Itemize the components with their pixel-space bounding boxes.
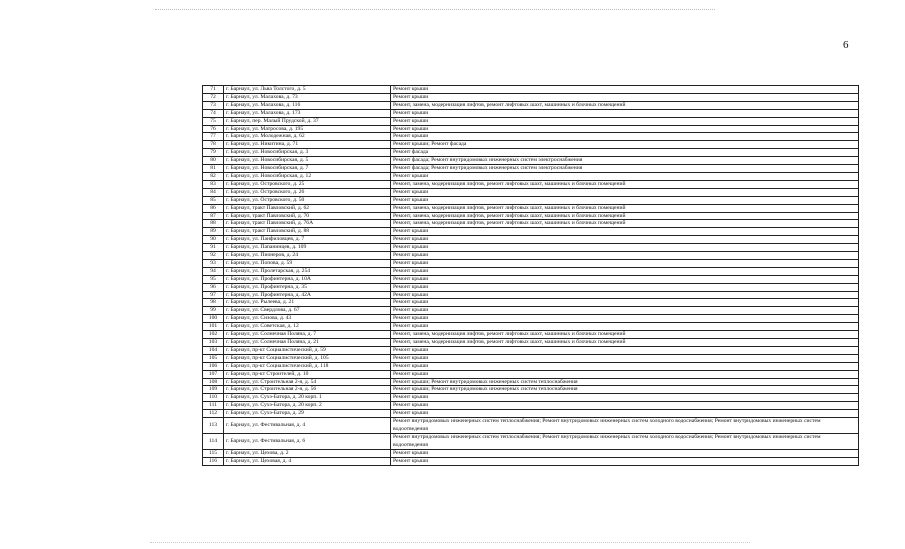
row-number-cell: 74 (203, 109, 224, 117)
address-cell: г. Барнаул, ул. Цеховая, д. 4 (224, 457, 391, 465)
table-row (203, 267, 859, 275)
address-cell: г. Барнаул, ул. Фестивальная, д. 4 (224, 418, 391, 434)
row-number-cell: 110 (203, 394, 224, 402)
row-number-cell: 78 (203, 141, 224, 149)
row-number-cell: 106 (203, 362, 224, 370)
work-type-cell: Ремонт крыши; Ремонт внутридомовых инженерных систем теплоснабжения (391, 378, 859, 386)
table-row (203, 370, 859, 378)
row-number-cell: 73 (203, 101, 224, 109)
row-number-cell: 105 (203, 354, 224, 362)
work-type-cell: Ремонт фасада; Ремонт внутридомовых инженерных систем электроснабжения (391, 165, 859, 173)
work-type-cell: Ремонт крыши (391, 354, 859, 362)
address-cell: г. Барнаул, ул. Солнечная Поляна, д. 21 (224, 339, 391, 347)
address-cell: г. Барнаул, тракт Павловский, д. 76А (224, 220, 391, 228)
address-cell: г. Барнаул, ул. Льва Толстого, д. 5 (224, 86, 391, 94)
address-cell: г. Барнаул, тракт Павловский, д. 62 (224, 204, 391, 212)
row-number-cell: 97 (203, 291, 224, 299)
work-type-cell: Ремонт крыши; Ремонт внутридомовых инженерных систем теплоснабжения (391, 386, 859, 394)
work-type-cell: Ремонт крыши (391, 93, 859, 101)
table-row (203, 172, 859, 180)
work-type-cell: Ремонт крыши (391, 133, 859, 141)
table-row (203, 457, 859, 465)
work-type-cell: Ремонт крыши (391, 450, 859, 458)
address-cell: г. Барнаул, ул. Островского, д. 26 (224, 188, 391, 196)
table-row (203, 109, 859, 117)
page-number: 6 (843, 39, 849, 51)
work-type-cell: Ремонт крыши (391, 125, 859, 133)
row-number-cell: 85 (203, 196, 224, 204)
address-cell: г. Барнаул, ул. Новосибирская, д. 7 (224, 165, 391, 173)
table-row (203, 410, 859, 418)
table-row (203, 204, 859, 212)
address-cell: г. Барнаул, пр-кт Социалистический, д. 105 (224, 354, 391, 362)
row-number-cell: 90 (203, 236, 224, 244)
table-row (203, 157, 859, 165)
table-row (203, 196, 859, 204)
row-number-cell: 113 (203, 418, 224, 434)
table-row (203, 450, 859, 458)
work-type-cell: Ремонт, замена, модернизация лифтов, ремонт лифтовых шахт, машинных и блочных помещений (391, 331, 859, 339)
address-cell: г. Барнаул, ул. Советская, д. 12 (224, 323, 391, 331)
work-type-cell: Ремонт крыши (391, 275, 859, 283)
table-row (203, 386, 859, 394)
address-cell: г. Барнаул, ул. Папанинцев, д. 109 (224, 244, 391, 252)
work-type-cell: Ремонт крыши (391, 370, 859, 378)
table-row (203, 244, 859, 252)
table-row (203, 283, 859, 291)
scan-artifact-top (155, 9, 715, 10)
address-cell: г. Барнаул, тракт Павловский, д. 88 (224, 228, 391, 236)
row-number-cell: 103 (203, 339, 224, 347)
row-number-cell: 95 (203, 275, 224, 283)
table-row (203, 259, 859, 267)
work-type-cell: Ремонт крыши (391, 252, 859, 260)
row-number-cell: 109 (203, 386, 224, 394)
work-type-cell: Ремонт крыши (391, 346, 859, 354)
address-cell: г. Барнаул, ул. Сизова, д. 43 (224, 315, 391, 323)
row-number-cell: 96 (203, 283, 224, 291)
table-row (203, 354, 859, 362)
work-type-cell: Ремонт, замена, модернизация лифтов, ремонт лифтовых шахт, машинных и блочных помещений (391, 101, 859, 109)
work-type-cell: Ремонт крыши (391, 117, 859, 125)
work-type-cell: Ремонт, замена, модернизация лифтов, ремонт лифтовых шахт, машинных и блочных помещений (391, 212, 859, 220)
address-cell: г. Барнаул, ул. Сухэ-Батора, д. 29 (224, 410, 391, 418)
address-cell: г. Барнаул, ул. Строительная 2-я, д. 54 (224, 378, 391, 386)
table-row (203, 339, 859, 347)
table-row (203, 323, 859, 331)
table-body (203, 86, 859, 466)
work-type-cell: Ремонт крыши (391, 172, 859, 180)
address-cell: г. Барнаул, ул. Новосибирская, д. 12 (224, 172, 391, 180)
address-cell: г. Барнаул, ул. Цехова, д. 2 (224, 450, 391, 458)
row-number-cell: 101 (203, 323, 224, 331)
scan-artifact-bottom (150, 542, 750, 543)
table-row (203, 299, 859, 307)
work-type-cell: Ремонт крыши (391, 188, 859, 196)
address-cell: г. Барнаул, ул. Профинтерна, д. 42А (224, 291, 391, 299)
work-type-cell: Ремонт крыши; Ремонт фасада (391, 141, 859, 149)
work-type-cell: Ремонт фасада; Ремонт внутридомовых инженерных систем электроснабжения (391, 157, 859, 165)
table-row (203, 275, 859, 283)
row-number-cell: 104 (203, 346, 224, 354)
work-type-cell: Ремонт крыши (391, 315, 859, 323)
work-type-cell: Ремонт крыши (391, 323, 859, 331)
address-cell: г. Барнаул, ул. Солнечная Поляна, д. 7 (224, 331, 391, 339)
address-cell: г. Барнаул, ул. Никитина, д. 71 (224, 141, 391, 149)
repair-registry-table (202, 85, 859, 466)
table-row (203, 228, 859, 236)
address-cell: г. Барнаул, ул. Фестивальная, д. 6 (224, 434, 391, 450)
work-type-cell: Ремонт крыши (391, 244, 859, 252)
row-number-cell: 116 (203, 457, 224, 465)
row-number-cell: 86 (203, 204, 224, 212)
work-type-cell: Ремонт крыши (391, 86, 859, 94)
row-number-cell: 99 (203, 307, 224, 315)
address-cell: г. Барнаул, ул. Сухэ-Батора, д. 20 корп. 1 (224, 394, 391, 402)
row-number-cell: 80 (203, 157, 224, 165)
address-cell: г. Барнаул, ул. Профинтерна, д. 10А (224, 275, 391, 283)
work-type-cell: Ремонт крыши (391, 109, 859, 117)
address-cell: г. Барнаул, ул. Новосибирская, д. 5 (224, 157, 391, 165)
table-row (203, 101, 859, 109)
row-number-cell: 98 (203, 299, 224, 307)
table-row (203, 315, 859, 323)
address-cell: г. Барнаул, пер. Малый Прудской, д. 37 (224, 117, 391, 125)
address-cell: г. Барнаул, тракт Павловский, д. 70 (224, 212, 391, 220)
table-row (203, 125, 859, 133)
address-cell: г. Барнаул, ул. Сухэ-Батора, д. 20 корп. 2 (224, 402, 391, 410)
table-row (203, 212, 859, 220)
row-number-cell: 93 (203, 259, 224, 267)
row-number-cell: 102 (203, 331, 224, 339)
table-row (203, 434, 859, 450)
table-row (203, 236, 859, 244)
row-number-cell: 88 (203, 220, 224, 228)
address-cell: г. Барнаул, ул. Малахова, д. 73 (224, 93, 391, 101)
table-row (203, 117, 859, 125)
work-type-cell: Ремонт крыши (391, 410, 859, 418)
address-cell: г. Барнаул, ул. Свердлова, д. 67 (224, 307, 391, 315)
work-type-cell: Ремонт внутридомовых инженерных систем теплоснабжения; Ремонт внутридомовых инженерных систем холодного водоснабжения; Ремонт внутридомовых инженерных систем водоотведения (391, 434, 859, 450)
row-number-cell: 71 (203, 86, 224, 94)
table-row (203, 165, 859, 173)
address-cell: г. Барнаул, ул. Панфиловцев, д. 7 (224, 236, 391, 244)
work-type-cell: Ремонт крыши (391, 457, 859, 465)
row-number-cell: 79 (203, 149, 224, 157)
row-number-cell: 83 (203, 180, 224, 188)
work-type-cell: Ремонт крыши (391, 299, 859, 307)
work-type-cell: Ремонт внутридомовых инженерных систем теплоснабжения; Ремонт внутридомовых инженерных систем холодного водоснабжения; Ремонт внутридомовых инженерных систем водоотведения (391, 418, 859, 434)
work-type-cell: Ремонт крыши (391, 394, 859, 402)
row-number-cell: 111 (203, 402, 224, 410)
row-number-cell: 84 (203, 188, 224, 196)
table-row (203, 86, 859, 94)
address-cell: г. Барнаул, пр-кт Строителей, д. 10 (224, 370, 391, 378)
table-row (203, 188, 859, 196)
work-type-cell: Ремонт крыши (391, 267, 859, 275)
table-row (203, 418, 859, 434)
address-cell: г. Барнаул, ул. Профинтерна, д. 35 (224, 283, 391, 291)
row-number-cell: 115 (203, 450, 224, 458)
work-type-cell: Ремонт, замена, модернизация лифтов, ремонт лифтовых шахт, машинных и блочных помещений (391, 180, 859, 188)
work-type-cell: Ремонт, замена, модернизация лифтов, ремонт лифтовых шахт, машинных и блочных помещений (391, 204, 859, 212)
row-number-cell: 94 (203, 267, 224, 275)
table-row (203, 394, 859, 402)
address-cell: г. Барнаул, ул. Строительная 2-я, д. 56 (224, 386, 391, 394)
address-cell: г. Барнаул, ул. Рылеева, д. 21 (224, 299, 391, 307)
address-cell: г. Барнаул, ул. Малахова, д. 173 (224, 109, 391, 117)
work-type-cell: Ремонт крыши (391, 196, 859, 204)
table-row (203, 93, 859, 101)
table-row (203, 346, 859, 354)
address-cell: г. Барнаул, ул. Матросова, д. 195 (224, 125, 391, 133)
row-number-cell: 92 (203, 252, 224, 260)
address-cell: г. Барнаул, ул. Пролетарская, д. 254 (224, 267, 391, 275)
row-number-cell: 81 (203, 165, 224, 173)
table-row (203, 402, 859, 410)
row-number-cell: 89 (203, 228, 224, 236)
row-number-cell: 87 (203, 212, 224, 220)
work-type-cell: Ремонт, замена, модернизация лифтов, ремонт лифтовых шахт, машинных и блочных помещений (391, 339, 859, 347)
work-type-cell: Ремонт крыши (391, 307, 859, 315)
table-row (203, 133, 859, 141)
work-type-cell: Ремонт крыши (391, 228, 859, 236)
row-number-cell: 107 (203, 370, 224, 378)
address-cell: г. Барнаул, ул. Попова, д. 59 (224, 259, 391, 267)
table-row (203, 291, 859, 299)
row-number-cell: 91 (203, 244, 224, 252)
address-cell: г. Барнаул, ул. Островского, д. 25 (224, 180, 391, 188)
work-type-cell: Ремонт крыши (391, 283, 859, 291)
address-cell: г. Барнаул, пр-кт Социалистический, д. 59 (224, 346, 391, 354)
table-row (203, 307, 859, 315)
work-type-cell: Ремонт крыши (391, 259, 859, 267)
address-cell: г. Барнаул, пр-кт Социалистический, д. 118 (224, 362, 391, 370)
table-row (203, 378, 859, 386)
row-number-cell: 76 (203, 125, 224, 133)
address-cell: г. Барнаул, ул. Островского, д. 50 (224, 196, 391, 204)
work-type-cell: Ремонт крыши (391, 291, 859, 299)
work-type-cell: Ремонт фасада (391, 149, 859, 157)
row-number-cell: 82 (203, 172, 224, 180)
address-cell: г. Барнаул, ул. Пионеров, д. 24 (224, 252, 391, 260)
work-type-cell: Ремонт крыши (391, 362, 859, 370)
row-number-cell: 114 (203, 434, 224, 450)
table-row (203, 331, 859, 339)
table-row (203, 252, 859, 260)
table-row (203, 180, 859, 188)
work-type-cell: Ремонт крыши (391, 402, 859, 410)
table-row (203, 362, 859, 370)
table-row (203, 220, 859, 228)
table-row (203, 141, 859, 149)
address-cell: г. Барнаул, ул. Молодежная, д. 62 (224, 133, 391, 141)
work-type-cell: Ремонт крыши (391, 236, 859, 244)
table-row (203, 149, 859, 157)
address-cell: г. Барнаул, ул. Новосибирская, д. 3 (224, 149, 391, 157)
work-type-cell: Ремонт, замена, модернизация лифтов, ремонт лифтовых шахт, машинных и блочных помещений (391, 220, 859, 228)
row-number-cell: 77 (203, 133, 224, 141)
row-number-cell: 72 (203, 93, 224, 101)
row-number-cell: 75 (203, 117, 224, 125)
row-number-cell: 100 (203, 315, 224, 323)
row-number-cell: 108 (203, 378, 224, 386)
row-number-cell: 112 (203, 410, 224, 418)
address-cell: г. Барнаул, ул. Малахова, д. 116 (224, 101, 391, 109)
